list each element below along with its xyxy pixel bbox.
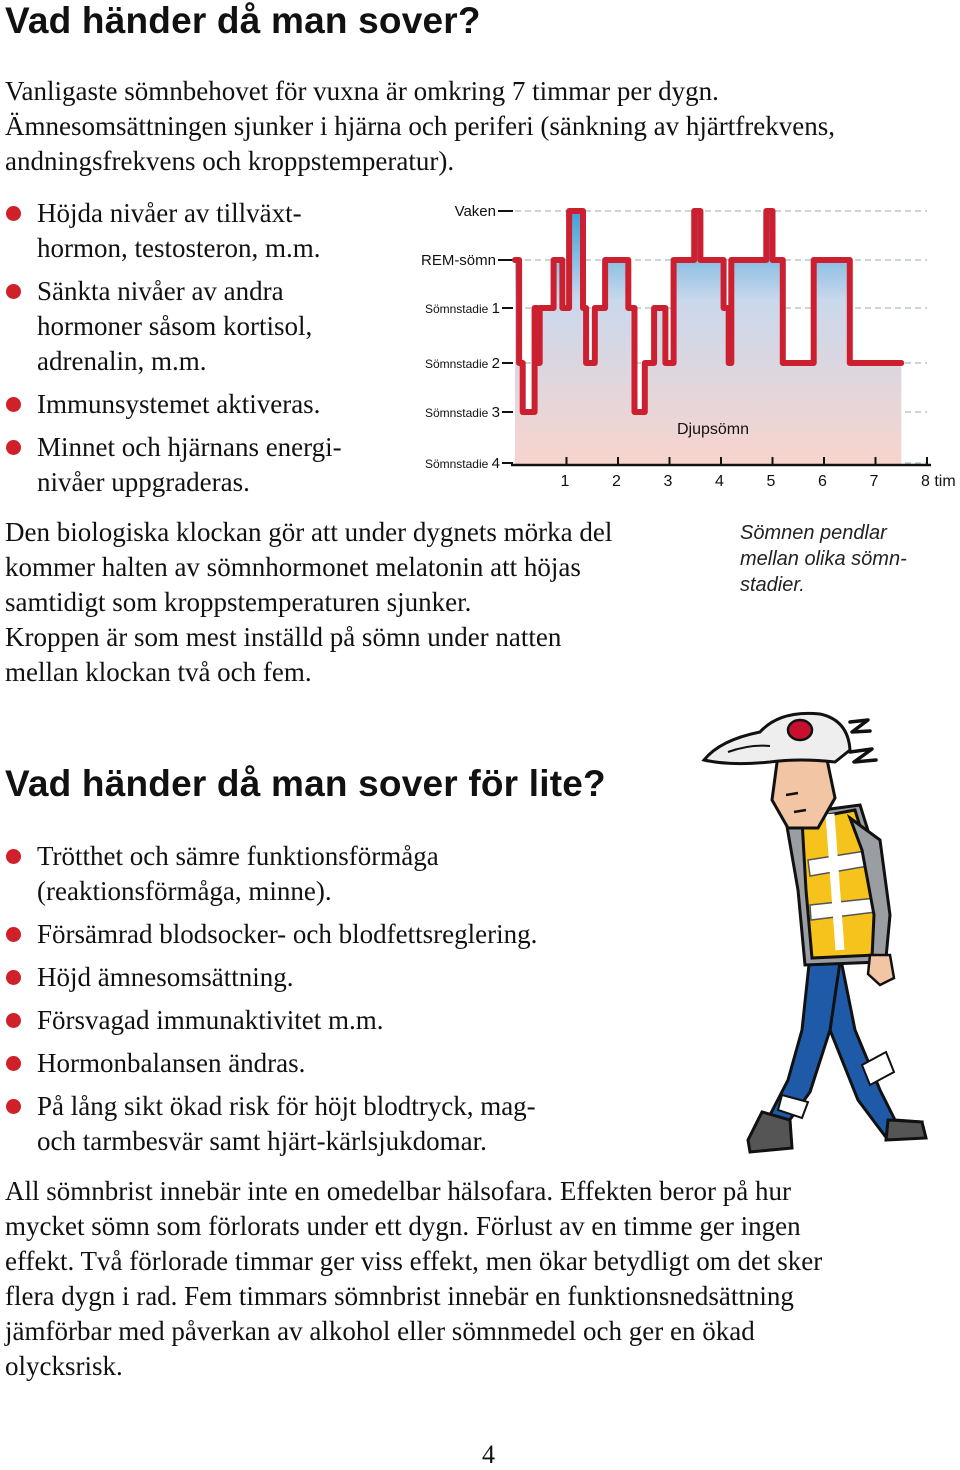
section-heading: Vad händer då man sover för lite?: [5, 763, 606, 804]
list-item-line: Höjd ämnesomsättning.: [37, 962, 294, 992]
paragraph-line: mellan klockan två och fem.: [5, 657, 312, 687]
chart-caption: [740, 520, 907, 598]
tired-worker-illustration: [690, 700, 940, 1165]
list-item-line: nivåer uppgraderas.: [37, 467, 250, 497]
list-item-line: (reaktionsförmåga, minne).: [37, 876, 332, 906]
bullet-dot: [6, 440, 21, 455]
list-item: [5, 1003, 645, 1038]
list-item-line: Försämrad blodsocker- och blodfettsreglering.: [37, 919, 538, 949]
list-item-line: adrenalin, m.m.: [37, 346, 207, 376]
x-tick-label: 7: [869, 473, 879, 490]
y-level-label: REM-sömn: [420, 252, 496, 269]
x-tick-label: 1: [560, 473, 570, 490]
list-item-line: Höjda nivåer av tillväxt-: [37, 198, 302, 228]
page-title: Vad händer då man sover?: [5, 0, 481, 41]
list-item-line: Minnet och hjärnans energi-: [37, 432, 342, 462]
paragraph-line: effekt. Två förlorade timmar ger viss effekt, men ökar betydligt om det sker: [5, 1246, 823, 1276]
list-item: [5, 917, 645, 952]
list-item-line: På lång sikt ökad risk för höjt blodtryck, mag-: [37, 1091, 536, 1121]
list-item-line: Försvagad immunaktivitet m.m.: [37, 1005, 384, 1035]
list-item-line: hormoner såsom kortisol,: [37, 311, 313, 341]
clock-paragraph: [5, 515, 612, 690]
x-tick-label: 6: [818, 473, 827, 490]
y-level-label: Vaken: [454, 203, 496, 220]
bullet-dot: [6, 284, 21, 299]
list-item: [5, 1046, 645, 1081]
y-axis-labels: [421, 203, 500, 472]
x-tick-label: 3: [663, 473, 673, 490]
list-item-line: och tarmbesvär samt hjärt-kärlsjukdomar.: [37, 1126, 487, 1156]
paragraph-line: samtidigt som kroppstemperaturen sjunker.: [5, 587, 472, 617]
intro-line: andningsfrekvens och kroppstemperatur).: [5, 146, 455, 176]
list-item: [5, 839, 645, 909]
list-item: [5, 196, 405, 266]
list-item-line: Immunsystemet aktiveras.: [37, 389, 321, 419]
y-level-label: Sömnstadie 4: [424, 455, 500, 472]
paragraph-line: flera dygn i rad. Fem timmars sömnbrist innebär en funktionsnedsättning: [5, 1281, 794, 1311]
x-tick-label: 8 tim: [921, 473, 956, 490]
list-item-line: Hormonbalansen ändras.: [37, 1048, 306, 1078]
bullet-dot: [6, 970, 21, 985]
intro-line: Vanligaste sömnbehovet för vuxna är omkring 7 timmar per dygn.: [5, 76, 719, 106]
list-item-line: hormon, testosteron, m.m.: [37, 233, 321, 263]
sleep-deficit-paragraph: [5, 1174, 822, 1384]
y-level-label: Sömnstadie 1: [424, 300, 500, 317]
caption-line: Sömnen pendlar: [740, 522, 887, 544]
bullet-dot: [6, 1099, 21, 1114]
caption-line: stadier.: [740, 574, 805, 596]
bullet-dot: [6, 849, 21, 864]
hypnogram-chart: [400, 195, 960, 500]
list-item: [5, 960, 645, 995]
paragraph-line: Den biologiska klockan gör att under dygnets mörka del: [5, 517, 613, 547]
intro-paragraph: [5, 74, 835, 179]
sleep-effects-list: [5, 196, 405, 500]
list-item: [5, 1089, 645, 1159]
bullet-dot: [6, 397, 21, 412]
sleep-deprivation-list: [5, 839, 645, 1159]
djupsomn-annotation: Djupsömn: [677, 421, 750, 438]
x-tick-label: 2: [612, 473, 621, 490]
paragraph-line: Kroppen är som mest inställd på sömn under natten: [5, 622, 562, 652]
paragraph-line: All sömnbrist innebär inte en omedelbar hälsofara. Effekten beror på hur: [5, 1176, 791, 1206]
bullet-dot: [6, 927, 21, 942]
list-item: [5, 274, 405, 379]
list-item-line: Trötthet och sämre funktionsförmåga: [37, 841, 439, 871]
paragraph-line: mycket sömn som förlorats under ett dygn. Förlust av en timme ger ingen: [5, 1211, 801, 1241]
paragraph-line: olycksrisk.: [5, 1351, 123, 1381]
bullet-dot: [6, 1056, 21, 1071]
x-tick-label: 5: [766, 473, 776, 490]
paragraph-line: kommer halten av sömnhormonet melatonin att höjas: [5, 552, 581, 582]
caption-line: mellan olika sömn-: [740, 548, 907, 570]
y-level-label: Sömnstadie 2: [424, 355, 500, 372]
bullet-dot: [6, 206, 21, 221]
bullet-dot: [6, 1013, 21, 1028]
intro-line: Ämnesomsättningen sjunker i hjärna och periferi (sänkning av hjärtfrekvens,: [5, 111, 835, 141]
list-item: [5, 430, 405, 500]
list-item-line: Sänkta nivåer av andra: [37, 276, 284, 306]
page-number: 4: [482, 1440, 495, 1469]
list-item: [5, 387, 405, 422]
y-level-label: Sömnstadie 3: [424, 404, 500, 421]
paragraph-line: jämförbar med påverkan av alkohol eller sömnmedel och ger en ökad: [5, 1316, 755, 1346]
x-tick-label: 4: [715, 473, 724, 490]
